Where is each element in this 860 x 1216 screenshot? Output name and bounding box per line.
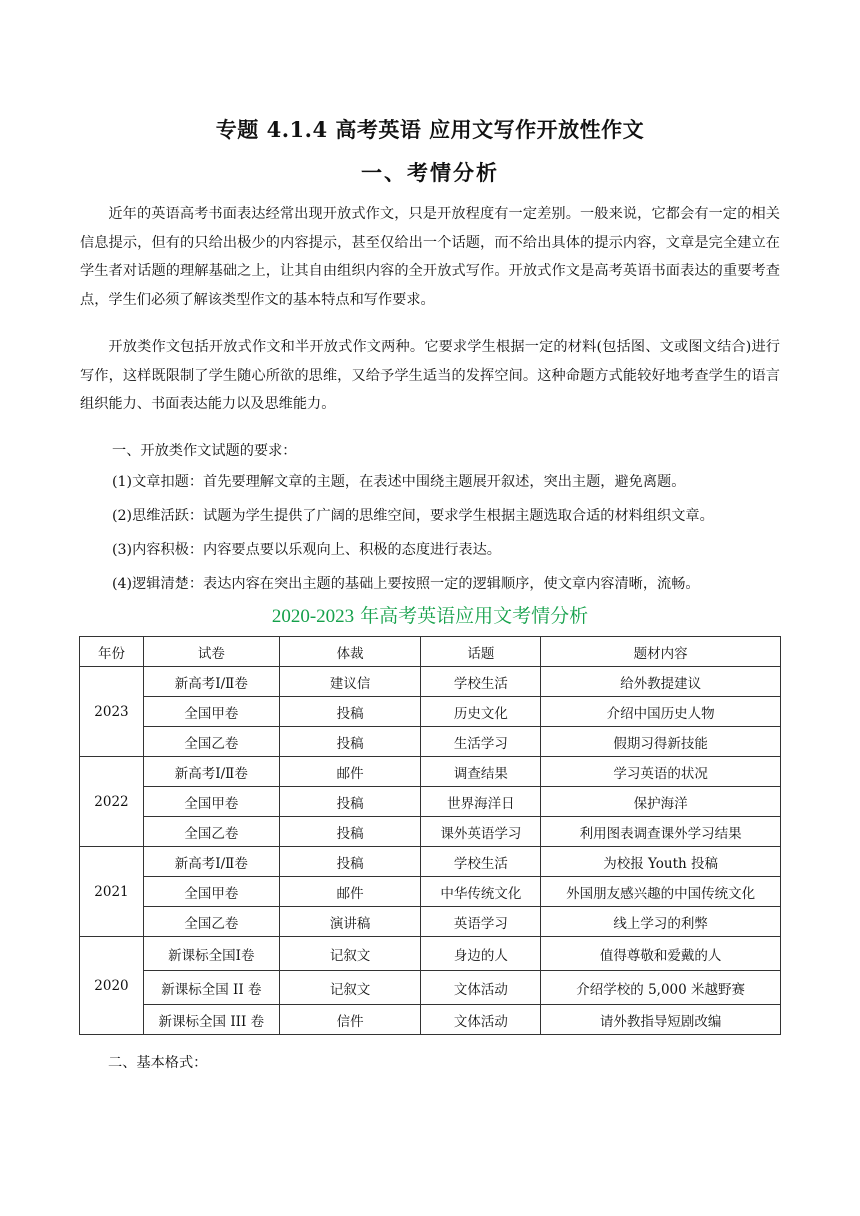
year-cell: 2022 [80, 757, 144, 847]
topic-cell: 学校生活 [421, 847, 541, 877]
table-row [80, 877, 781, 907]
requirement-3: (3)内容积极：内容要点要以乐观向上、积极的态度进行表达。 [112, 542, 501, 558]
paper-cell: 全国乙卷 [143, 817, 279, 847]
table-row [80, 787, 781, 817]
table-row [80, 667, 781, 697]
content-cell: 线上学习的利弊 [541, 907, 781, 937]
table-row [80, 937, 781, 971]
table-row [80, 727, 781, 757]
topic-cell: 中华传统文化 [421, 877, 541, 907]
genre-cell: 投稿 [279, 817, 421, 847]
paper-cell: 新课标全国Ⅰ卷 [143, 937, 279, 971]
table-title [0, 601, 860, 628]
content-cell: 外国朋友感兴趣的中国传统文化 [541, 877, 781, 907]
requirement-2: (2)思维活跃：试题为学生提供了广阔的思维空间，要求学生根据主题选取合适的材料组织文章。 [112, 508, 714, 524]
paper-cell: 新高考Ⅰ/Ⅱ卷 [143, 757, 279, 787]
content-cell: 利用图表调查课外学习结果 [541, 817, 781, 847]
table-row [80, 817, 781, 847]
paper-cell: 全国甲卷 [143, 697, 279, 727]
basic-format-heading: 二、基本格式： [108, 1055, 208, 1071]
table-header-row [80, 637, 781, 667]
topic-cell: 身边的人 [421, 937, 541, 971]
genre-cell: 记叙文 [279, 937, 421, 971]
table-row [80, 697, 781, 727]
paper-cell: 全国乙卷 [143, 727, 279, 757]
paper-cell: 新课标全国 II 卷 [143, 971, 279, 1005]
genre-cell: 投稿 [279, 847, 421, 877]
topic-cell: 历史文化 [421, 697, 541, 727]
year-cell: 2023 [80, 667, 144, 757]
content-cell: 学习英语的状况 [541, 757, 781, 787]
topic-cell: 学校生活 [421, 667, 541, 697]
paper-cell: 新高考Ⅰ/Ⅱ卷 [143, 667, 279, 697]
table-row [80, 907, 781, 937]
topic-cell: 生活学习 [421, 727, 541, 757]
header-year: 年份 [80, 637, 144, 667]
genre-cell: 邮件 [279, 877, 421, 907]
paragraph-2: 开放类作文包括开放式作文和半开放式作文两种。它要求学生根据一定的材料(包括图、文或图文结合)进行写作，这样既限制了学生随心所欲的思维，又给予学生适当的发挥空间。这种命题方式能较好地考查学生的语言组织能力、书面表达能力以及思维能力。 [80, 339, 780, 413]
topic-cell: 英语学习 [421, 907, 541, 937]
year-cell: 2021 [80, 847, 144, 937]
genre-cell: 投稿 [279, 727, 421, 757]
genre-cell: 邮件 [279, 757, 421, 787]
topic-cell: 文体活动 [421, 1005, 541, 1035]
section-heading: 一、考情分析 [361, 160, 499, 185]
paper-cell: 新课标全国 III 卷 [143, 1005, 279, 1035]
header-content: 题材内容 [541, 637, 781, 667]
exam-analysis-table [79, 636, 781, 1035]
genre-cell: 投稿 [279, 787, 421, 817]
requirements-heading: 一、开放类作文试题的要求： [112, 443, 297, 459]
content-cell: 介绍中国历史人物 [541, 697, 781, 727]
requirement-4: (4)逻辑清楚：表达内容在突出主题的基础上要按照一定的逻辑顺序，使文章内容清晰，流畅。 [112, 576, 700, 592]
paper-cell: 全国乙卷 [143, 907, 279, 937]
content-cell: 介绍学校的 5,000 米越野赛 [541, 971, 781, 1005]
genre-cell: 演讲稿 [279, 907, 421, 937]
content-cell: 为校报 Youth 投稿 [541, 847, 781, 877]
document-title: 专题 4.1.4 高考英语 应用文写作开放性作文 [215, 117, 645, 142]
content-cell: 假期习得新技能 [541, 727, 781, 757]
paper-cell: 全国甲卷 [143, 787, 279, 817]
table-title-year: 2020-2023 [271, 606, 355, 627]
topic-cell: 文体活动 [421, 971, 541, 1005]
topic-cell: 世界海洋日 [421, 787, 541, 817]
table-row [80, 847, 781, 877]
topic-cell: 课外英语学习 [421, 817, 541, 847]
content-cell: 给外教提建议 [541, 667, 781, 697]
year-cell: 2020 [80, 937, 144, 1035]
table-title-text: 年高考英语应用文考情分析 [354, 605, 589, 627]
content-cell: 值得尊敬和爱戴的人 [541, 937, 781, 971]
content-cell: 保护海洋 [541, 787, 781, 817]
genre-cell: 建议信 [279, 667, 421, 697]
genre-cell: 信件 [279, 1005, 421, 1035]
header-genre: 体裁 [279, 637, 421, 667]
table-row [80, 1005, 781, 1035]
paragraph-1: 近年的英语高考书面表达经常出现开放式作文，只是开放程度有一定差别。一般来说，它都会有一定的相关信息提示，但有的只给出极少的内容提示，甚至仅给出一个话题，而不给出具体的提示内容，文章是完全建立在学生者对话题的理解基础之上，让其自由组织内容的全开放式写作。开放式作文是高考英语书面表达的重要考查点，学生们必须了解该类型作文的基本特点和写作要求。 [80, 206, 780, 309]
table-row [80, 971, 781, 1005]
paper-cell: 新高考Ⅰ/Ⅱ卷 [143, 847, 279, 877]
genre-cell: 记叙文 [279, 971, 421, 1005]
genre-cell: 投稿 [279, 697, 421, 727]
header-paper: 试卷 [143, 637, 279, 667]
topic-cell: 调查结果 [421, 757, 541, 787]
paper-cell: 全国甲卷 [143, 877, 279, 907]
content-cell: 请外教指导短剧改编 [541, 1005, 781, 1035]
requirement-1: (1)文章扣题：首先要理解文章的主题，在表述中围绕主题展开叙述，突出主题，避免离题。 [112, 474, 686, 490]
header-topic: 话题 [421, 637, 541, 667]
table-row [80, 757, 781, 787]
